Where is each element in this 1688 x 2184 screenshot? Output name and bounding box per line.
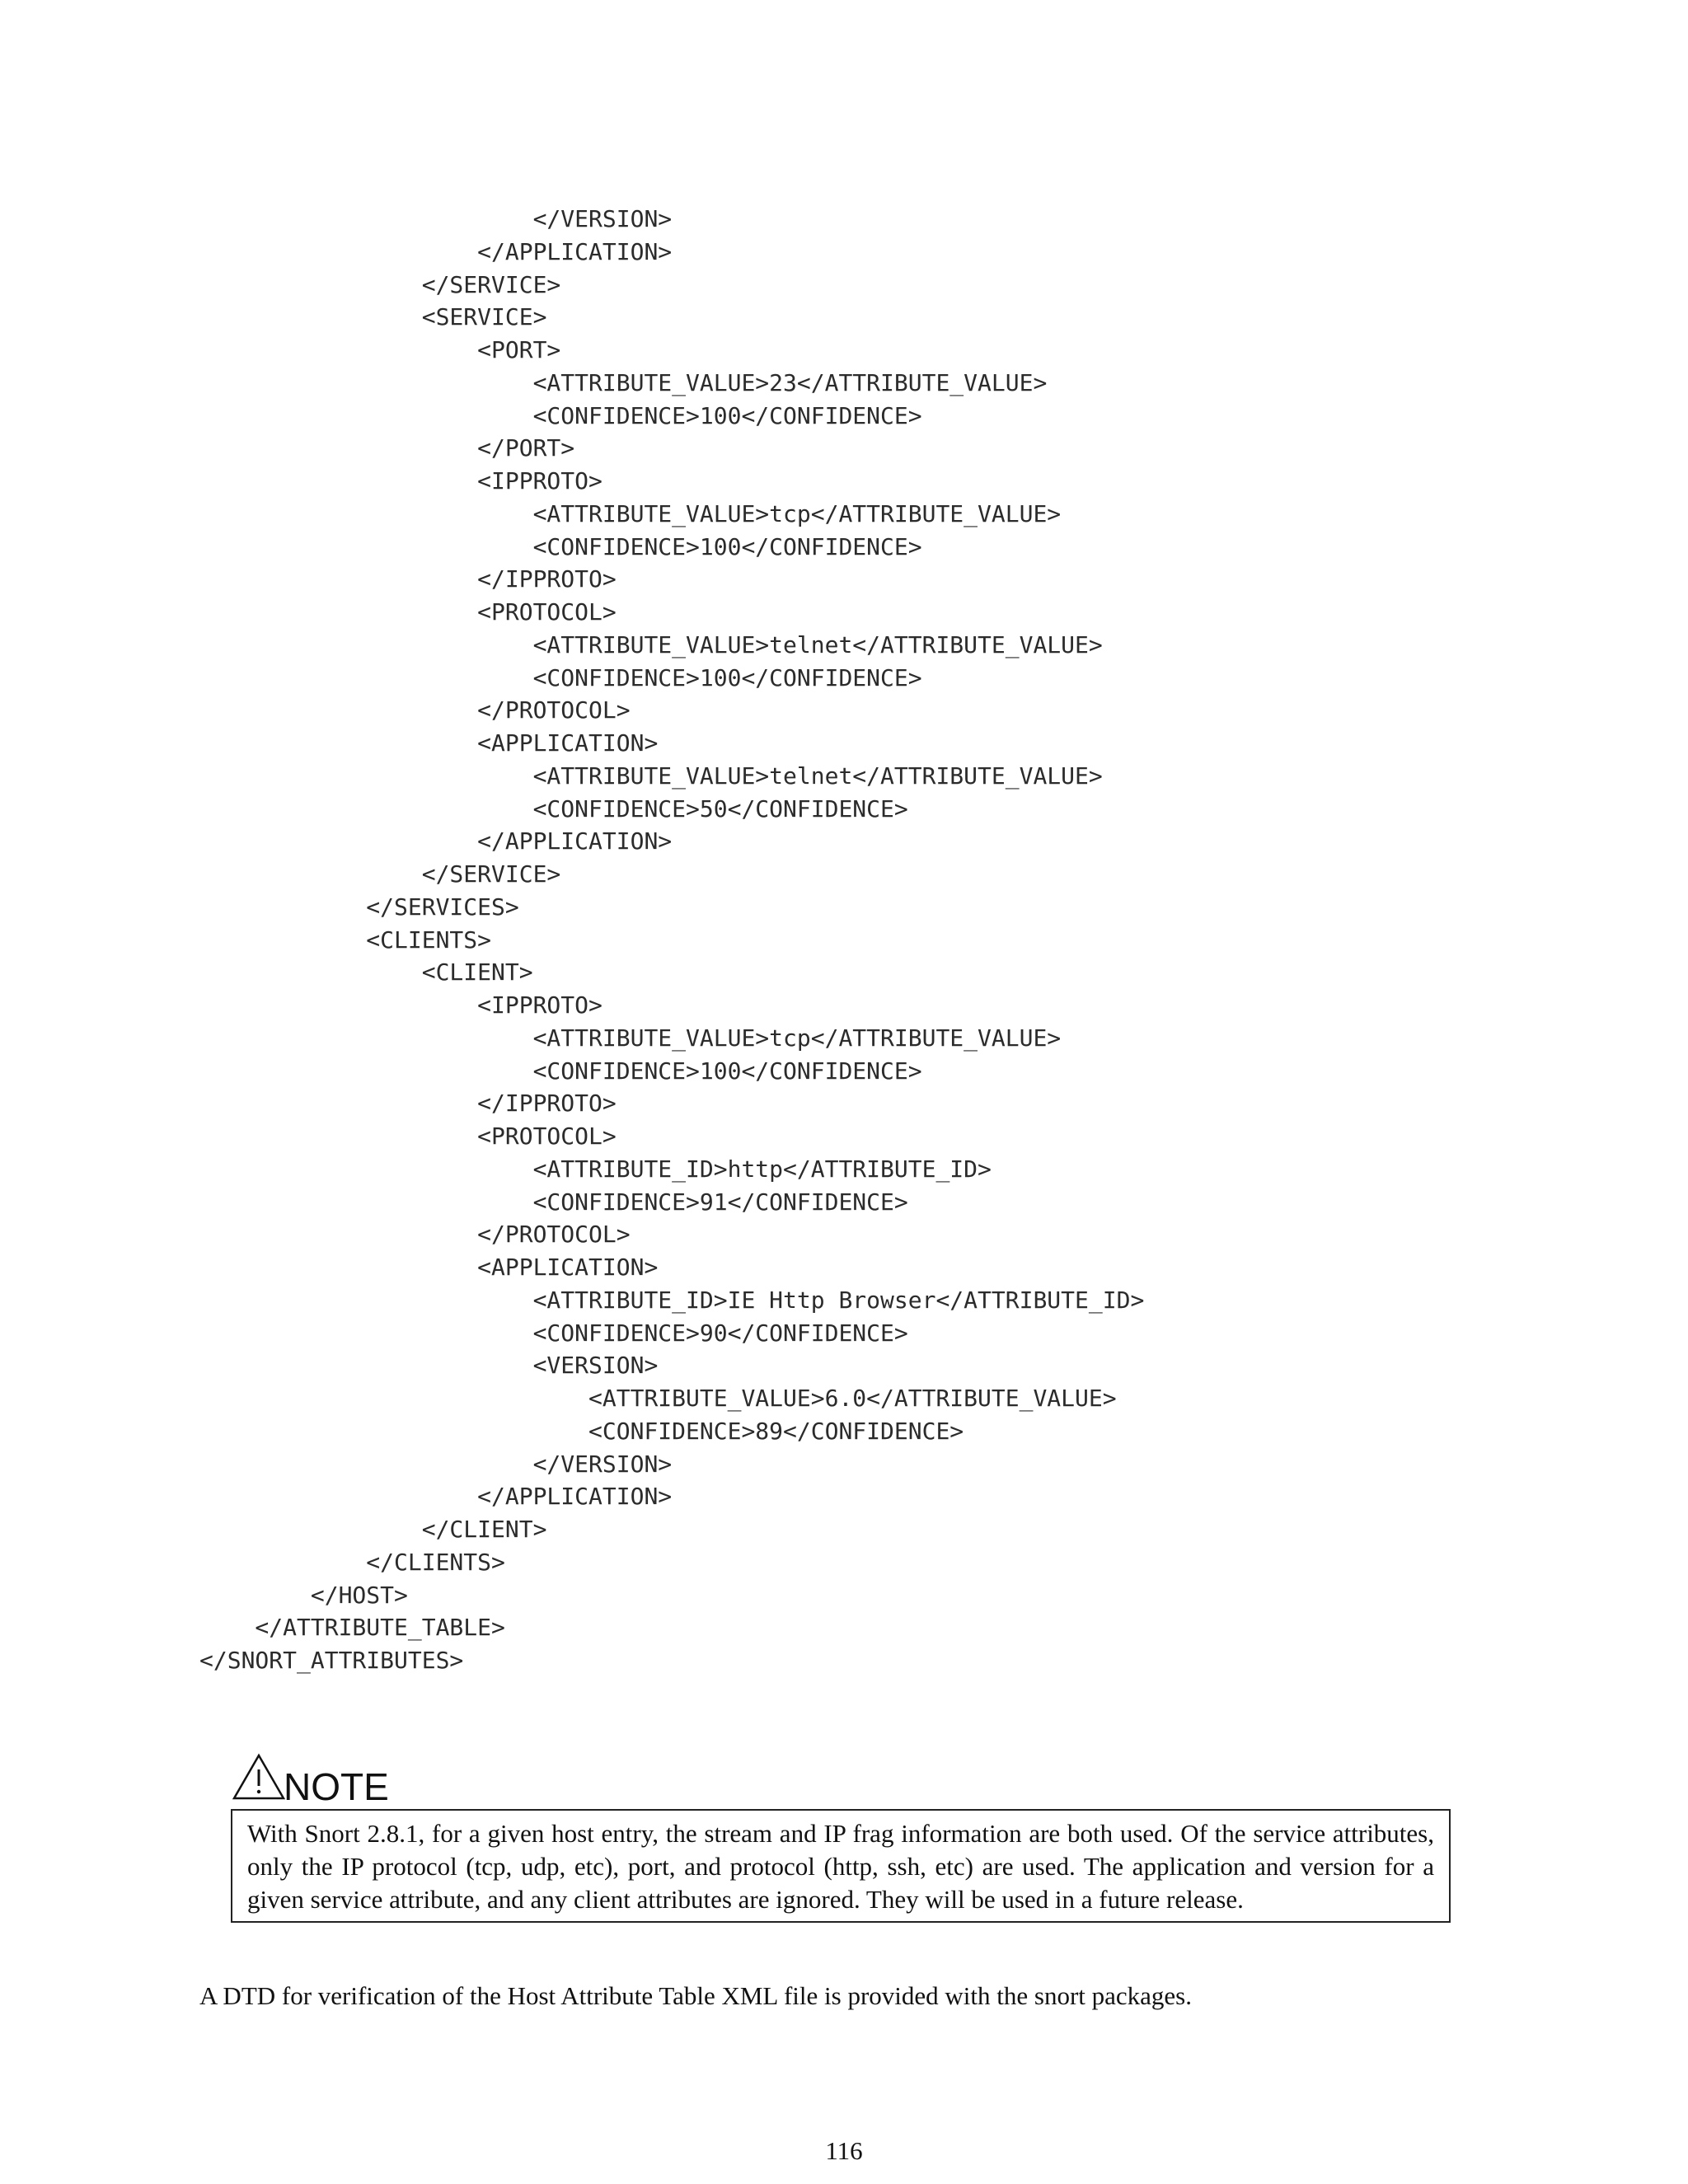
body-paragraph: A DTD for verification of the Host Attribute Table XML file is provided with the snort packages.	[199, 1981, 1192, 2010]
code-line: </CLIENTS>	[199, 1548, 505, 1576]
code-line: </IPPROTO>	[199, 565, 617, 593]
code-line: </PROTOCOL>	[199, 696, 631, 724]
code-line: </SERVICE>	[199, 270, 561, 298]
code-line: <CONFIDENCE>100</CONFIDENCE>	[199, 1057, 922, 1085]
code-line: <APPLICATION>	[199, 729, 659, 757]
code-line: <IPPROTO>	[199, 467, 603, 494]
code-line: <PORT>	[199, 336, 561, 363]
code-line: </PROTOCOL>	[199, 1221, 631, 1249]
code-line: </ATTRIBUTE_TABLE>	[199, 1614, 505, 1642]
code-line: <ATTRIBUTE_ID>IE Http Browser</ATTRIBUTE_ID>	[199, 1286, 1145, 1314]
code-line: <ATTRIBUTE_VALUE>23</ATTRIBUTE_VALUE>	[199, 368, 1048, 396]
code-line: <ATTRIBUTE_VALUE>6.0</ATTRIBUTE_VALUE>	[199, 1385, 1117, 1412]
code-line: <SERVICE>	[199, 303, 547, 331]
note-text: With Snort 2.8.1, for a given host entry, the stream and IP frag information are both used. Of the service attributes, only the IP protocol (tcp, udp, etc), port, and protocol (http, ssh, etc) are used. The application and version for a given service attribute, and any client attributes are ignored. They will be used in a future release.	[231, 1809, 1451, 1923]
warning-triangle-icon	[232, 1753, 285, 1801]
code-line: <VERSION>	[199, 1352, 659, 1380]
code-line: </APPLICATION>	[199, 237, 673, 265]
note-callout	[231, 1751, 1451, 1923]
code-line: </SNORT_ATTRIBUTES>	[199, 1647, 464, 1674]
code-line: </PORT>	[199, 434, 575, 462]
code-line: <ATTRIBUTE_VALUE>telnet</ATTRIBUTE_VALUE>	[199, 762, 1103, 790]
code-line: </APPLICATION>	[199, 827, 673, 855]
code-line: <CLIENT>	[199, 958, 533, 987]
code-line: </HOST>	[199, 1581, 408, 1609]
code-line: </SERVICE>	[199, 860, 561, 888]
xml-code-listing	[199, 203, 1144, 1677]
note-heading	[231, 1751, 1451, 1809]
code-line: <ATTRIBUTE_ID>http</ATTRIBUTE_ID>	[199, 1155, 992, 1183]
code-line: <IPPROTO>	[199, 991, 603, 1019]
page-number: 116	[825, 2136, 863, 2165]
code-line: <PROTOCOL>	[199, 598, 617, 626]
code-line: <APPLICATION>	[199, 1254, 659, 1281]
code-line: </SERVICES>	[199, 893, 519, 921]
code-line: <CONFIDENCE>91</CONFIDENCE>	[199, 1188, 908, 1216]
code-line: <CONFIDENCE>89</CONFIDENCE>	[199, 1417, 964, 1445]
code-line: </APPLICATION>	[199, 1483, 673, 1511]
code-line: </VERSION>	[199, 205, 673, 232]
code-line: <CLIENTS>	[199, 926, 492, 954]
code-line: </VERSION>	[199, 1450, 673, 1478]
code-line: <CONFIDENCE>90</CONFIDENCE>	[199, 1319, 908, 1347]
code-line: <ATTRIBUTE_VALUE>tcp</ATTRIBUTE_VALUE>	[199, 1024, 1062, 1052]
note-title: NOTE	[284, 1765, 389, 1808]
code-line: <CONFIDENCE>100</CONFIDENCE>	[199, 663, 922, 691]
code-line: <ATTRIBUTE_VALUE>telnet</ATTRIBUTE_VALUE>	[199, 630, 1103, 658]
code-line: <CONFIDENCE>50</CONFIDENCE>	[199, 794, 908, 823]
code-line: <PROTOCOL>	[199, 1122, 617, 1150]
code-line: <ATTRIBUTE_VALUE>tcp</ATTRIBUTE_VALUE>	[199, 499, 1062, 527]
code-line: <CONFIDENCE>100</CONFIDENCE>	[199, 532, 922, 560]
code-line: <CONFIDENCE>100</CONFIDENCE>	[199, 401, 922, 429]
code-line: </IPPROTO>	[199, 1090, 617, 1118]
code-line: </CLIENT>	[199, 1516, 547, 1543]
